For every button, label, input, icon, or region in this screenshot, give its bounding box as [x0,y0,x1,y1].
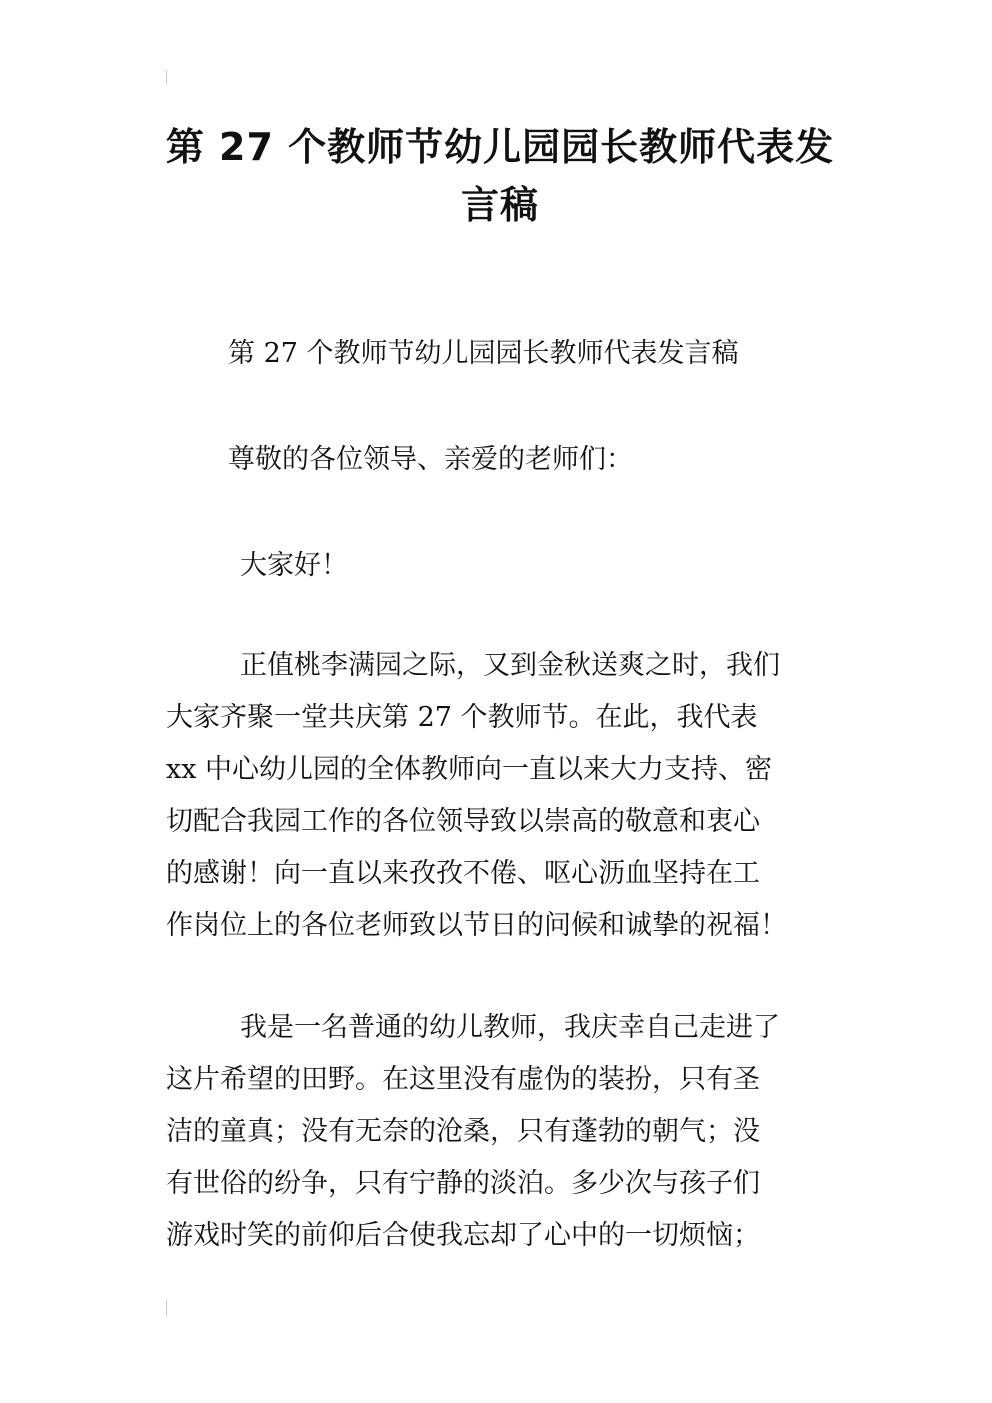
crop-mark-bottom [166,1300,167,1316]
salutation: 尊敬的各位领导、亲爱的老师们： [228,444,633,475]
paragraph-2 [166,1002,846,1262]
paragraph-line: 我是一名普通的幼儿教师，我庆幸自己走进了 [240,1012,780,1043]
paragraph-line: 有世俗的纷争，只有宁静的淡泊。多少次与孩子们 [166,1168,760,1199]
paragraph-line: 切配合我园工作的各位领导致以崇高的敬意和衷心 [166,806,760,837]
paragraph-line: 的感谢！向一直以来孜孜不倦、呕心沥血坚持在工 [166,858,760,889]
crop-mark-top [166,70,167,84]
paragraph-line: 洁的童真；没有无奈的沧桑，只有蓬勃的朝气；没 [166,1116,760,1147]
paragraph-line: 大家齐聚一堂共庆第 27 个教师节。在此，我代表 [166,702,758,733]
document-subtitle: 第 27 个教师节幼儿园园长教师代表发言稿 [228,338,739,369]
paragraph-line: 作岗位上的各位老师致以节日的问候和诚挚的祝福！ [166,910,787,941]
greeting: 大家好！ [240,550,348,581]
paragraph-line: 正值桃李满园之际，又到金秋送爽之时，我们 [240,650,780,681]
paragraph-1 [166,640,846,952]
paragraph-line: xx 中心幼儿园的全体教师向一直以来大力支持、密 [166,754,773,785]
paragraph-line: 这片希望的田野。在这里没有虚伪的装扮，只有圣 [166,1064,760,1095]
document-title [150,118,850,234]
title-line: 第 27 个教师节幼儿园园长教师代表发 [165,125,835,169]
paragraph-line: 游戏时笑的前仰后合使我忘却了心中的一切烦恼； [166,1220,760,1251]
title-line: 言稿 [460,183,539,227]
